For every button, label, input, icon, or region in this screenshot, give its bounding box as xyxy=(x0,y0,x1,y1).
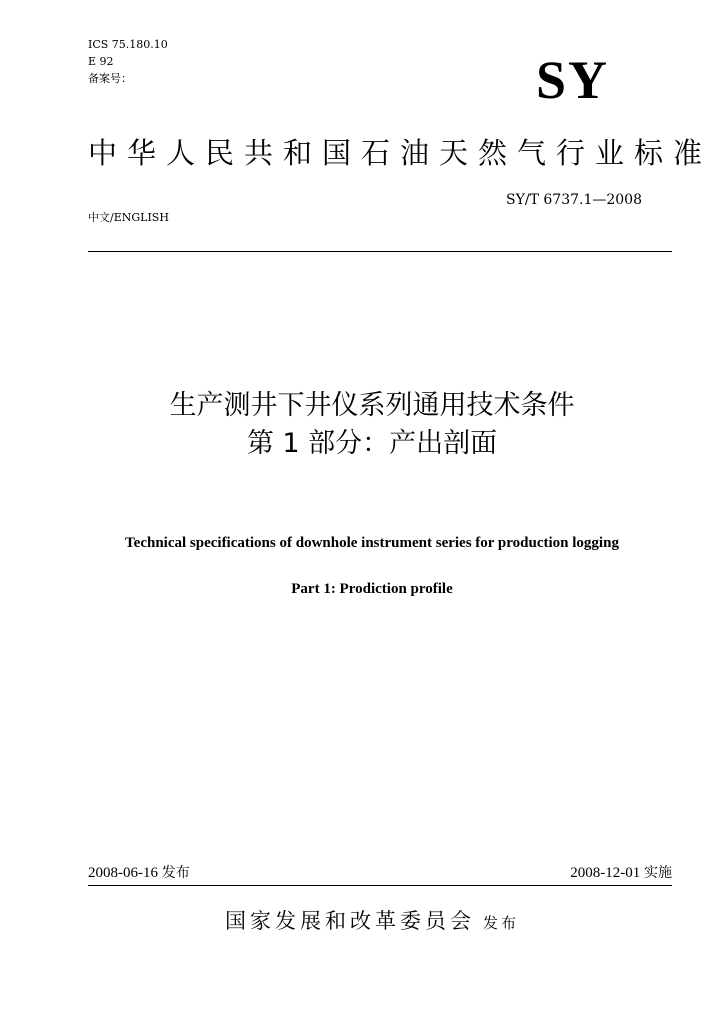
top-divider xyxy=(88,251,672,252)
release-date xyxy=(88,863,190,883)
title-en-main: Technical specifications of downhole instrument series for production logging xyxy=(125,535,619,551)
issuer xyxy=(0,905,724,935)
release-label: 发布 xyxy=(161,865,190,881)
sy-logo: SY xyxy=(536,50,610,110)
issuer-name: 国家发展和改革委员会 xyxy=(224,909,475,933)
record-number-label: 备案号： xyxy=(88,72,132,85)
title-en-part: Part 1: Prodiction profile xyxy=(291,581,453,597)
implement-label: 实施 xyxy=(644,865,672,881)
category-code: E 92 xyxy=(88,55,114,68)
language-label: 中文/ENGLISH xyxy=(88,211,169,224)
title-cn-part: 第 1 部分：产出剖面 xyxy=(246,428,498,459)
standard-number: SY/T 6737.1—2008 xyxy=(506,192,642,208)
bottom-divider xyxy=(88,885,672,886)
implement-date-value: 2008-12-01 xyxy=(570,865,641,881)
issuer-action: 发布 xyxy=(482,914,519,932)
ics-code: ICS 75.180.10 xyxy=(88,38,168,51)
standard-title: 中华人民共和国石油天然气行业标准 xyxy=(88,136,713,170)
implement-date xyxy=(570,863,672,883)
title-cn-main: 生产测井下井仪系列通用技术条件 xyxy=(169,390,575,421)
release-date-value: 2008-06-16 xyxy=(88,865,158,881)
